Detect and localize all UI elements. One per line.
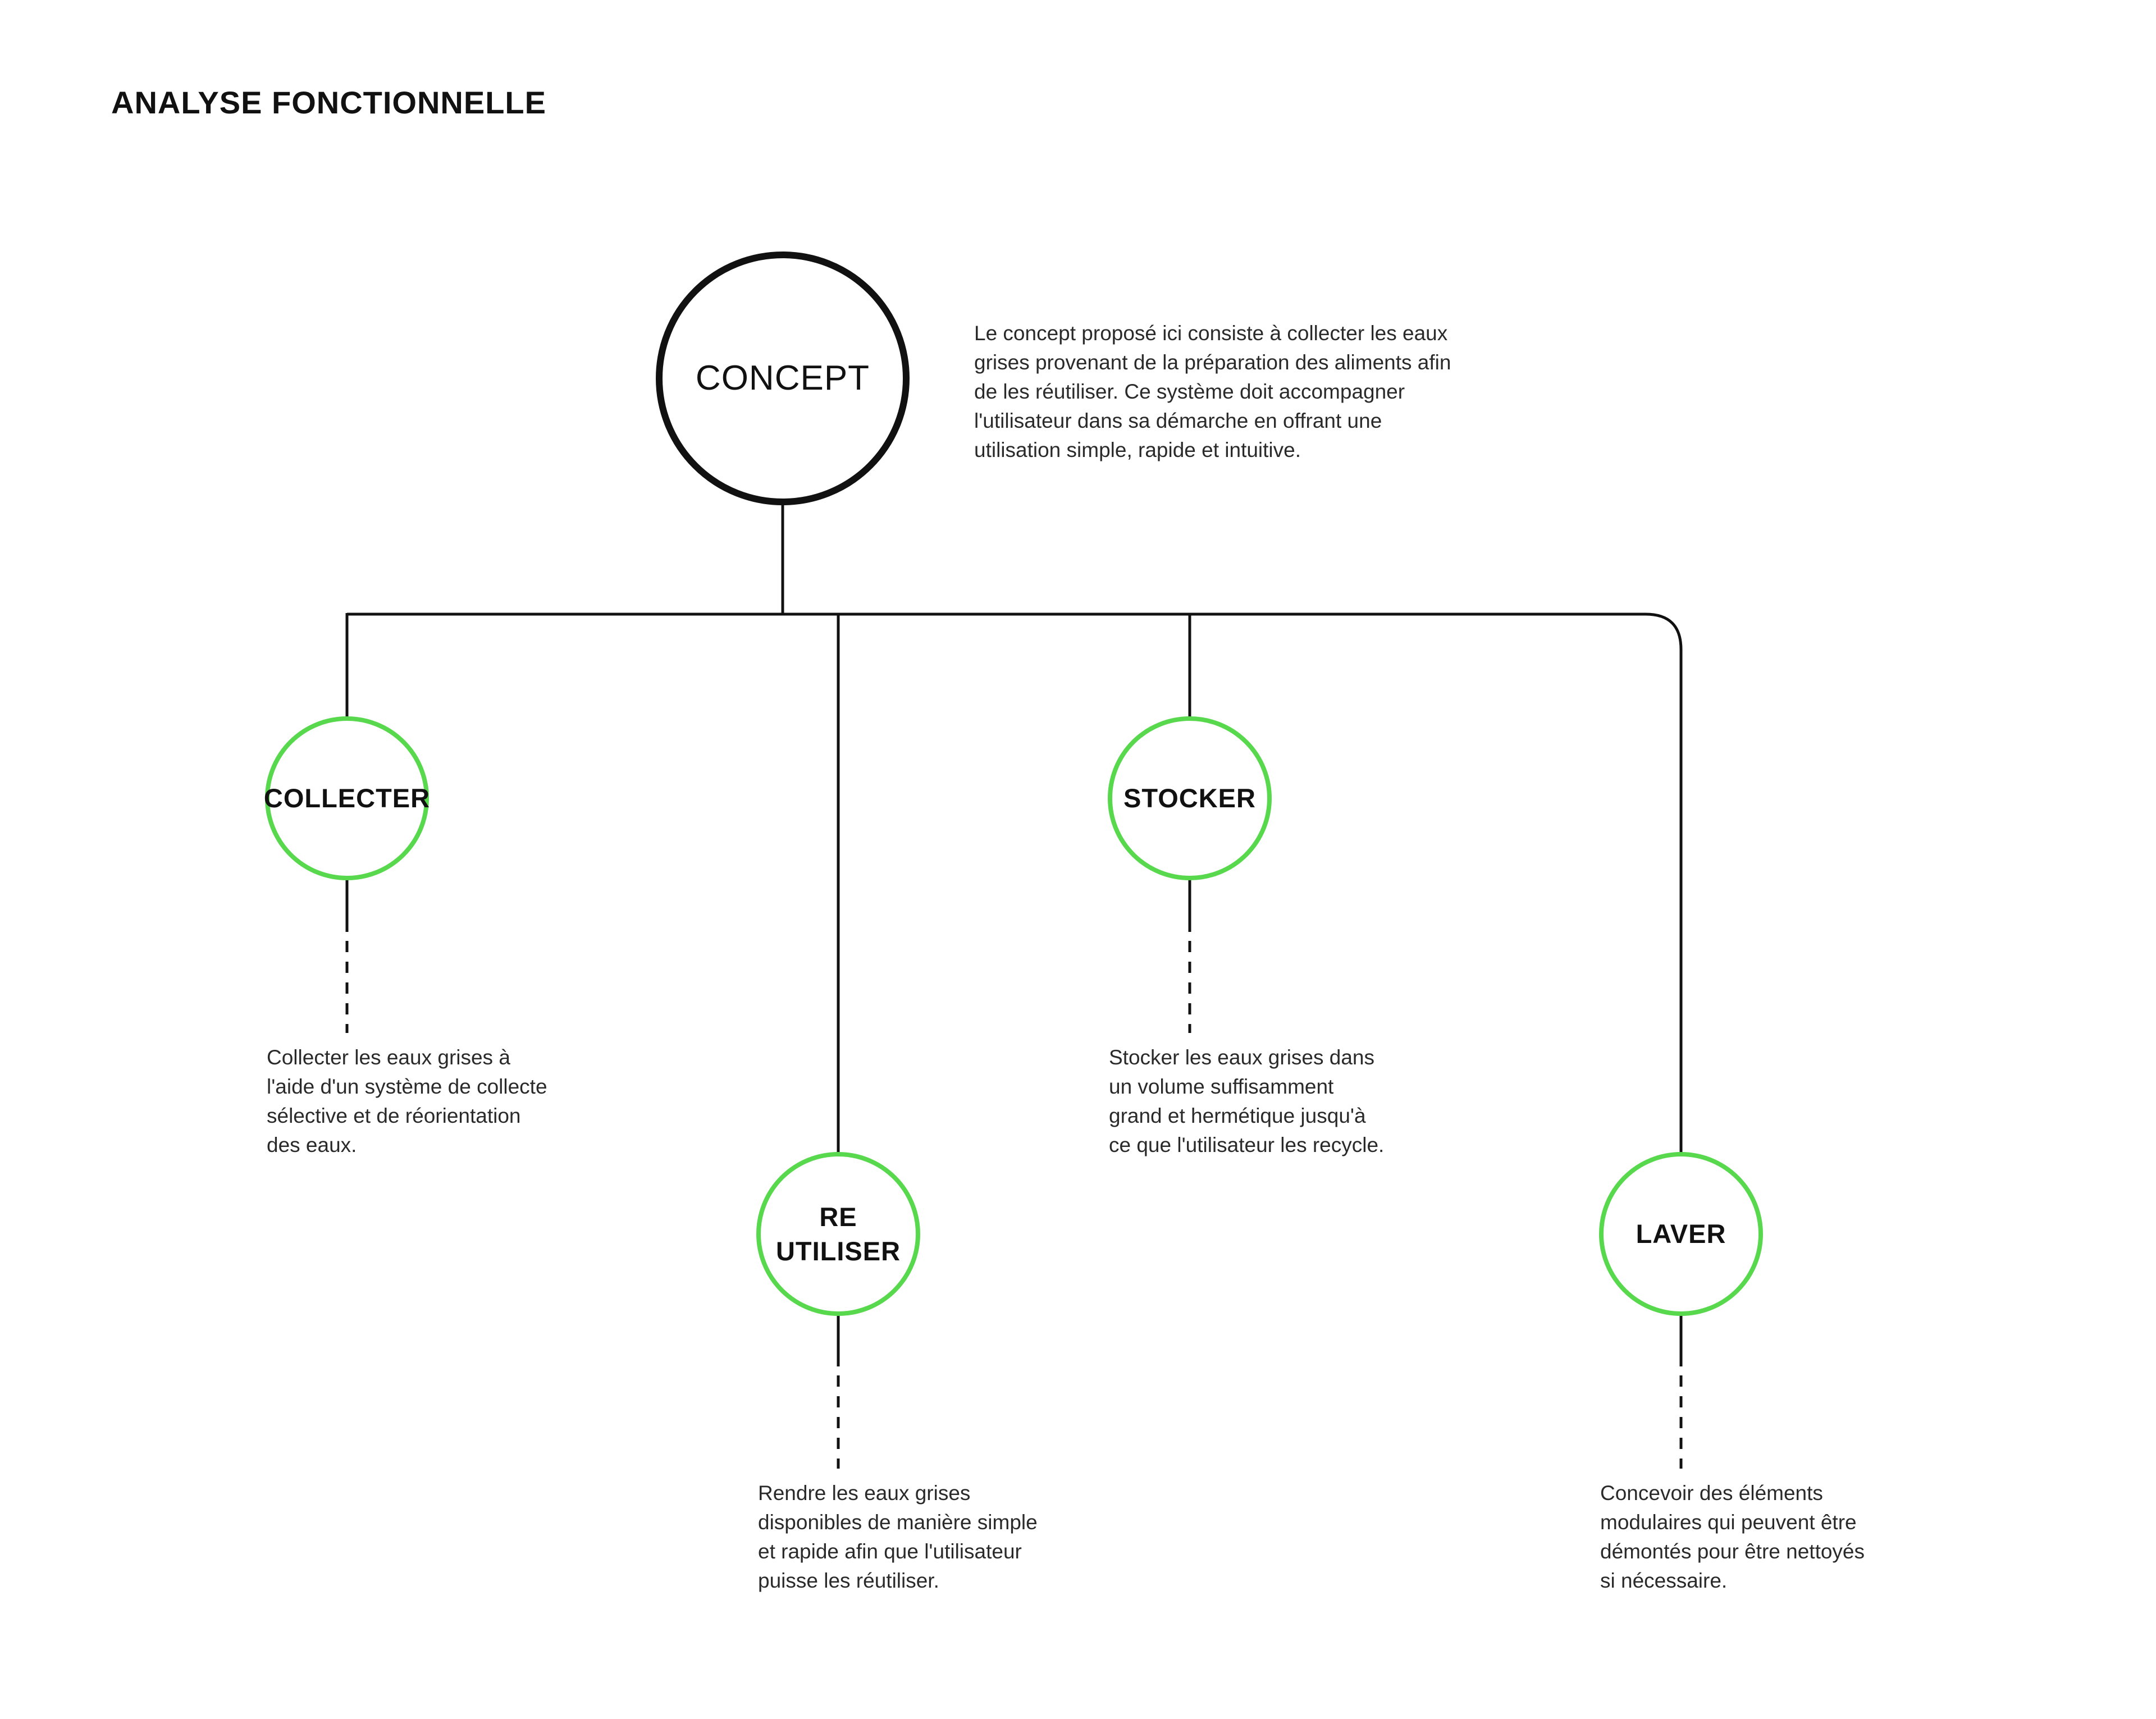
description-line: sélective et de réorientation: [267, 1104, 521, 1127]
function-description-reutiliser: [758, 1479, 1038, 1595]
function-label: COLLECTER: [263, 783, 431, 813]
description-line: grand et hermétique jusqu'à: [1109, 1104, 1366, 1127]
concept-description-line: Le concept proposé ici consiste à collecter les eaux: [974, 322, 1448, 345]
function-label: LAVER: [1636, 1219, 1726, 1249]
description-line: un volume suffisamment: [1109, 1075, 1334, 1098]
concept-description: [974, 319, 1451, 465]
description-line: disponibles de manière simple: [758, 1511, 1038, 1534]
concept-description-line: l'utilisateur dans sa démarche en offrant une: [974, 409, 1382, 432]
concept-node: [656, 252, 910, 505]
description-line: puisse les réutiliser.: [758, 1569, 939, 1592]
concept-description-line: grises provenant de la préparation des aliments afin: [974, 351, 1451, 374]
concept-description-line: de les réutiliser. Ce système doit accompagner: [974, 380, 1405, 403]
description-line: Stocker les eaux grises dans: [1109, 1046, 1375, 1069]
function-node-collecter: [265, 716, 429, 880]
description-line: et rapide afin que l'utilisateur: [758, 1540, 1022, 1563]
function-node-stocker: [1108, 716, 1272, 880]
description-line: si nécessaire.: [1600, 1569, 1728, 1592]
function-label: STOCKER: [1123, 783, 1256, 813]
description-line: Concevoir des éléments: [1600, 1482, 1823, 1505]
function-label: [776, 1200, 901, 1268]
function-node-reutiliser: [756, 1152, 920, 1316]
description-line: démontés pour être nettoyés: [1600, 1540, 1865, 1563]
concept-description-line: utilisation simple, rapide et intuitive.: [974, 438, 1301, 461]
description-line: ce que l'utilisateur les recycle.: [1109, 1133, 1385, 1156]
concept-label: CONCEPT: [695, 358, 870, 397]
function-label-line: UTILISER: [775, 1236, 901, 1266]
function-description-laver: [1600, 1479, 1865, 1595]
description-line: Rendre les eaux grises: [758, 1482, 971, 1505]
function-node-laver: [1599, 1152, 1763, 1316]
function-description-stocker: [1109, 1043, 1384, 1160]
function-description-collecter: [267, 1043, 547, 1160]
function-label-line: RE: [819, 1201, 857, 1232]
description-line: modulaires qui peuvent être: [1600, 1511, 1857, 1534]
description-line: Collecter les eaux grises à: [267, 1046, 510, 1069]
description-line: des eaux.: [267, 1133, 357, 1156]
page-title: ANALYSE FONCTIONNELLE: [111, 85, 546, 120]
description-line: l'aide d'un système de collecte: [267, 1075, 547, 1098]
